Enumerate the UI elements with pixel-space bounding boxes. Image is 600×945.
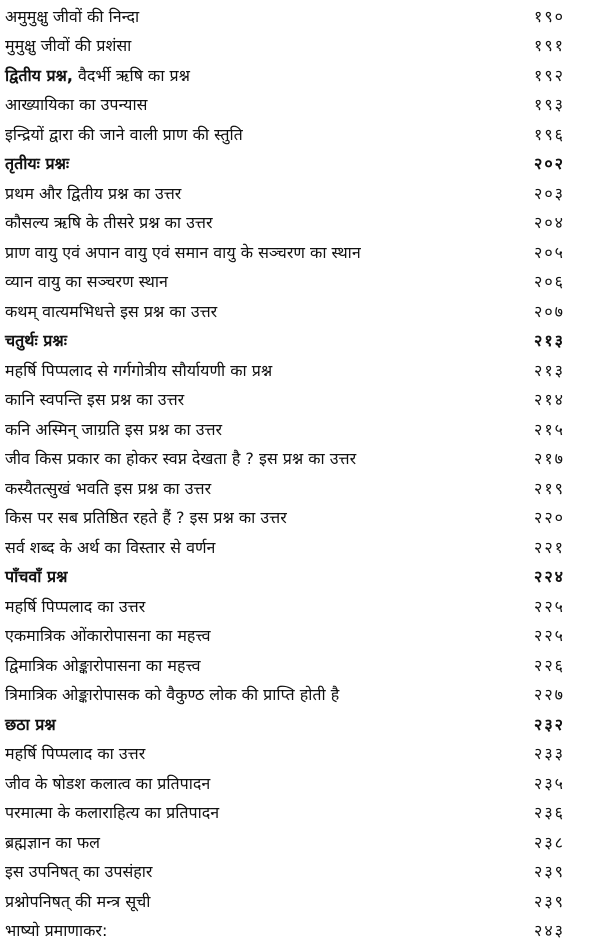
- toc-entry: [0, 237, 600, 267]
- toc-entry: [0, 31, 600, 61]
- entry-title: कनि अस्मिन् जाग्रति इस प्रश्न का उत्तर: [5, 419, 223, 439]
- entry-title: कानि स्वपन्ति इस प्रश्न का उत्तर: [5, 390, 185, 410]
- entry-page-number: २०३: [534, 183, 565, 203]
- entry-page-number: १९१: [534, 36, 565, 56]
- entry-title: [5, 64, 190, 86]
- entry-page-number: २२४: [534, 567, 565, 587]
- entry-title: प्रथम और द्वितीय प्रश्न का उत्तर: [5, 183, 182, 203]
- entry-page-number: २१३: [534, 331, 565, 351]
- entry-title: व्यान वायु का सञ्चरण स्थान: [5, 272, 168, 292]
- entry-page-number: २१९: [534, 478, 565, 498]
- entry-page-number: २०७: [534, 301, 565, 321]
- entry-title: त्रिमात्रिक ओङ्कारोपासक को वैकुण्ठ लोक की प्राप्ति होती है: [5, 685, 340, 705]
- toc-entry: [0, 768, 600, 798]
- entry-page-number: २१३: [534, 360, 565, 380]
- toc-section-heading: [0, 562, 600, 592]
- toc-entry: [0, 414, 600, 444]
- entry-title: द्विमात्रिक ओङ्कारोपासना का महत्त्व: [5, 655, 201, 675]
- entry-page-number: २०६: [534, 272, 565, 292]
- toc-entry: [0, 886, 600, 916]
- entry-page-number: २२१: [534, 537, 565, 557]
- entry-page-number: २२७: [534, 685, 565, 705]
- entry-title-rest: वैदर्भी ऋषि का प्रश्न: [72, 65, 190, 85]
- toc-entry: [0, 119, 600, 149]
- entry-page-number: २३९: [534, 862, 565, 882]
- entry-title: जीव के षोडश कलात्व का प्रतिपादन: [5, 773, 211, 793]
- entry-title: भाष्यो प्रमाणाकर:: [5, 921, 108, 941]
- entry-title: महर्षि पिप्पलाद का उत्तर: [5, 744, 146, 764]
- toc-entry: [0, 473, 600, 503]
- entry-page-number: २३५: [534, 773, 565, 793]
- entry-title-bold: द्वितीय प्रश्न,: [5, 65, 73, 85]
- entry-page-number: १९०: [534, 6, 565, 26]
- entry-page-number: २४३: [534, 921, 565, 941]
- toc-entry: [0, 355, 600, 385]
- entry-title: किस पर सब प्रतिष्ठित रहते हैं ? इस प्रश्न का उत्तर: [5, 508, 287, 528]
- entry-title: तृतीयः प्रश्नः: [5, 154, 70, 174]
- entry-title: आख्यायिका का उपन्यास: [5, 95, 148, 115]
- entry-page-number: २१४: [534, 390, 565, 410]
- entry-title: परमात्मा के कलाराहित्य का प्रतिपादन: [5, 803, 220, 823]
- toc-entry: [0, 591, 600, 621]
- entry-page-number: २०४: [534, 213, 565, 233]
- toc-entry: [0, 1, 600, 31]
- entry-title: महर्षि पिप्पलाद से गर्गगोत्रीय सौर्यायणी का प्रश्न: [5, 360, 273, 380]
- entry-page-number: १९३: [534, 95, 565, 115]
- entry-title: प्राण वायु एवं अपान वायु एवं समान वायु के सञ्चरण का स्थान: [5, 242, 361, 262]
- entry-page-number: २३३: [534, 744, 565, 764]
- entry-title: कथम् वात्यमभिधत्ते इस प्रश्न का उत्तर: [5, 301, 218, 321]
- entry-page-number: २१५: [534, 419, 565, 439]
- entry-title: ब्रह्मज्ञान का फल: [5, 832, 101, 852]
- toc-entry: [0, 444, 600, 474]
- toc-entry: [0, 267, 600, 297]
- toc-entry: [0, 621, 600, 651]
- toc-entry: [0, 680, 600, 710]
- entry-page-number: २१७: [534, 449, 565, 469]
- toc-entry: [0, 532, 600, 562]
- entry-page-number: २२६: [534, 655, 565, 675]
- entry-title: अमुमुक्षु जीवों की निन्दा: [5, 6, 140, 26]
- toc-entry: [0, 208, 600, 238]
- toc-entry: [0, 503, 600, 533]
- toc-section-heading: [0, 709, 600, 739]
- toc-entry: [0, 739, 600, 769]
- entry-title: एकमात्रिक ओंकारोपासना का महत्त्व: [5, 626, 211, 646]
- toc-entry: [0, 798, 600, 828]
- entry-page-number: २३२: [534, 714, 565, 734]
- toc-entry: [0, 90, 600, 120]
- toc-entry: [0, 60, 600, 90]
- entry-title: चतुर्थः प्रश्नः: [5, 331, 67, 351]
- toc-section-heading: [0, 149, 600, 179]
- entry-title: महर्षि पिप्पलाद का उत्तर: [5, 596, 146, 616]
- toc-entry: [0, 178, 600, 208]
- toc-entry: [0, 650, 600, 680]
- entry-page-number: २२५: [534, 626, 565, 646]
- entry-page-number: २३९: [534, 891, 565, 911]
- toc-entry: [0, 827, 600, 857]
- entry-title: कस्यैतत्सुखं भवति इस प्रश्न का उत्तर: [5, 478, 212, 498]
- toc-entry: [0, 916, 600, 945]
- entry-page-number: २०२: [534, 154, 565, 174]
- entry-title: इस उपनिषत् का उपसंहार: [5, 862, 153, 882]
- entry-title: मुमुक्षु जीवों की प्रशंसा: [5, 36, 132, 56]
- entry-page-number: २२५: [534, 596, 565, 616]
- entry-page-number: २३६: [534, 803, 565, 823]
- entry-title: कौसल्य ऋषि के तीसरे प्रश्न का उत्तर: [5, 213, 213, 233]
- toc-entry: [0, 385, 600, 415]
- toc-section-heading: [0, 326, 600, 356]
- entry-page-number: १९६: [534, 124, 565, 144]
- entry-page-number: १९२: [534, 65, 565, 85]
- entry-title: इन्द्रियों द्वारा की जाने वाली प्राण की स्तुति: [5, 124, 243, 144]
- toc-entry: [0, 857, 600, 887]
- entry-title: छठा प्रश्न: [5, 714, 56, 734]
- entry-title: जीव किस प्रकार का होकर स्वप्न देखता है ? इस प्रश्न का उत्तर: [5, 449, 357, 469]
- entry-title: प्रश्नोपनिषत् की मन्त्र सूची: [5, 891, 151, 911]
- entry-page-number: २०५: [534, 242, 565, 262]
- entry-page-number: २२०: [534, 508, 565, 528]
- entry-title: सर्व शब्द के अर्थ का विस्तार से वर्णन: [5, 537, 216, 557]
- toc-entry: [0, 296, 600, 326]
- entry-page-number: २३८: [534, 832, 565, 852]
- entry-title: पाँचवाँ प्रश्न: [5, 567, 68, 587]
